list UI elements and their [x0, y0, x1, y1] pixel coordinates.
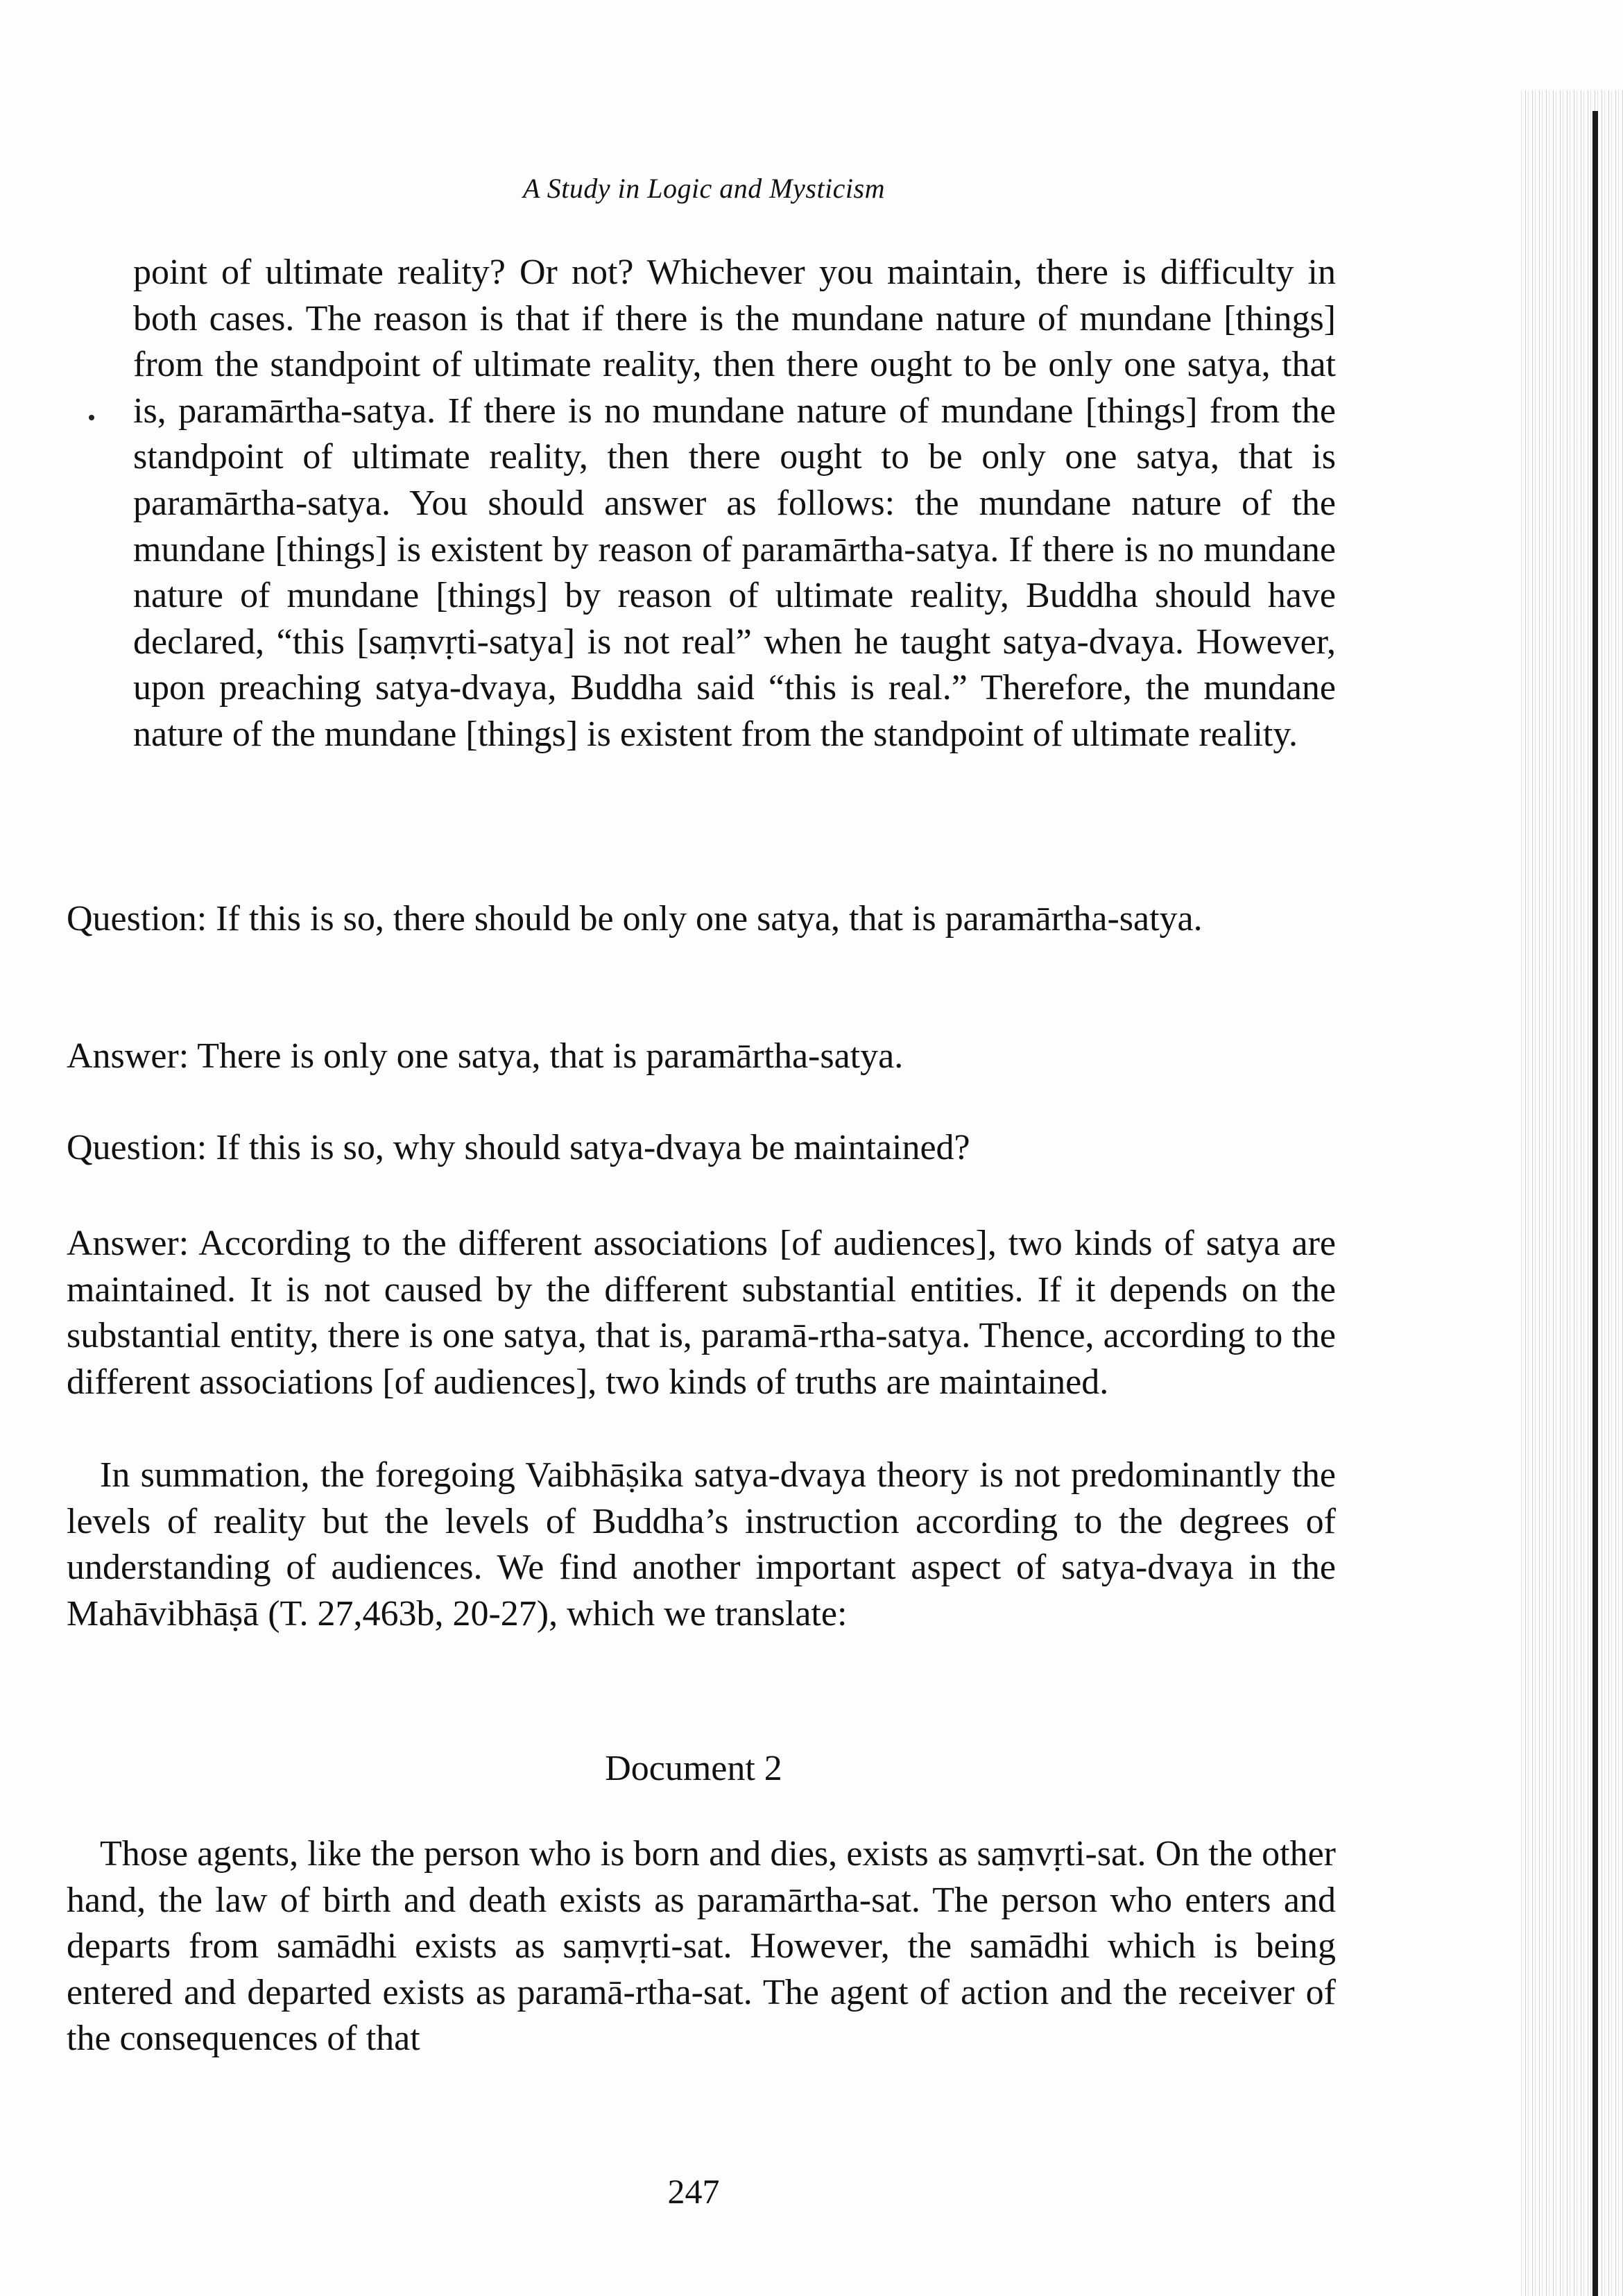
document-block — [67, 1831, 1336, 2062]
document-heading: Document 2 — [605, 1749, 782, 1788]
binding-edge — [1592, 111, 1598, 2296]
running-head: A Study in Logic and Mysticism — [523, 173, 885, 204]
question-1 — [67, 896, 1336, 943]
summation-paragraph: In summation, the foregoing Vaibhāṣika satya-dvaya theory is not predominantly the levels of reality but the levels of Buddha’s instruction according to the degrees of understanding of audiences. We find another important aspect of satya-dvaya in the Mahāvibhāṣā (T. 27,463b, 20-27), which we translate: — [67, 1455, 1336, 1634]
answer-2 — [67, 1221, 1336, 1405]
document-paragraph: Those agents, like the person who is born and dies, exists as saṃvṛti-sat. On the other hand, the law of birth and death exists as paramārtha-sat. The person who enters and departs from samādhi exists as saṃvṛti-sat. However, the samādhi which is being entered and departed exists as paramā-rtha-sat. The agent of action and the receiver of the consequences of that — [67, 1834, 1336, 2059]
quote-paragraph: point of ultimate reality? Or not? Whichever you maintain, there is difficulty in both cases. The reason is that if there is the mundane nature of mundane [things] from the standpoint of ultimate reality, then there ought to be only one satya, that is, paramārtha-satya. If there is no mundane nature of mundane [things] from the standpoint of ultimate reality, then there ought to be only one satya, that is paramārtha-satya. You should answer as follows: the mundane nature of the mundane [things] is existent by reason of paramārtha-satya. If there is no mundane nature of mundane [things] by reason of ultimate reality, Buddha should have declared, “this [saṃvṛti-satya] is not real” when he taught satya-dvaya. However, upon preaching satya-dvaya, Buddha said “this is real.” Therefore, the mundane nature of the mundane [things] is existent from the standpoint of ultimate reality. — [133, 252, 1336, 754]
summation-block — [67, 1453, 1336, 1637]
dialogue-question-2: Question: If this is so, why should satya-dvaya be maintained? — [67, 1128, 970, 1167]
binding-shadow — [1519, 90, 1623, 2296]
margin-mark — [89, 415, 94, 420]
page-number: 247 — [667, 2172, 720, 2211]
dialogue-answer-1: Answer: There is only one satya, that is paramārtha-satya. — [67, 1036, 904, 1076]
dialogue-question-1: Question: If this is so, there should be only one satya, that is paramārtha-satya. — [67, 899, 1203, 939]
quoted-passage — [133, 250, 1336, 758]
answer-1 — [67, 1034, 1336, 1080]
question-2 — [67, 1125, 1336, 1172]
dialogue-answer-2: Answer: According to the different associations [of audiences], two kinds of satya are maintained. It is not caused by the different substantial entities. If it depends on the substantial entity, there is one satya, that is, paramā-rtha-satya. Thence, according to the different associations [of audiences], two kinds of truths are maintained. — [67, 1224, 1336, 1402]
